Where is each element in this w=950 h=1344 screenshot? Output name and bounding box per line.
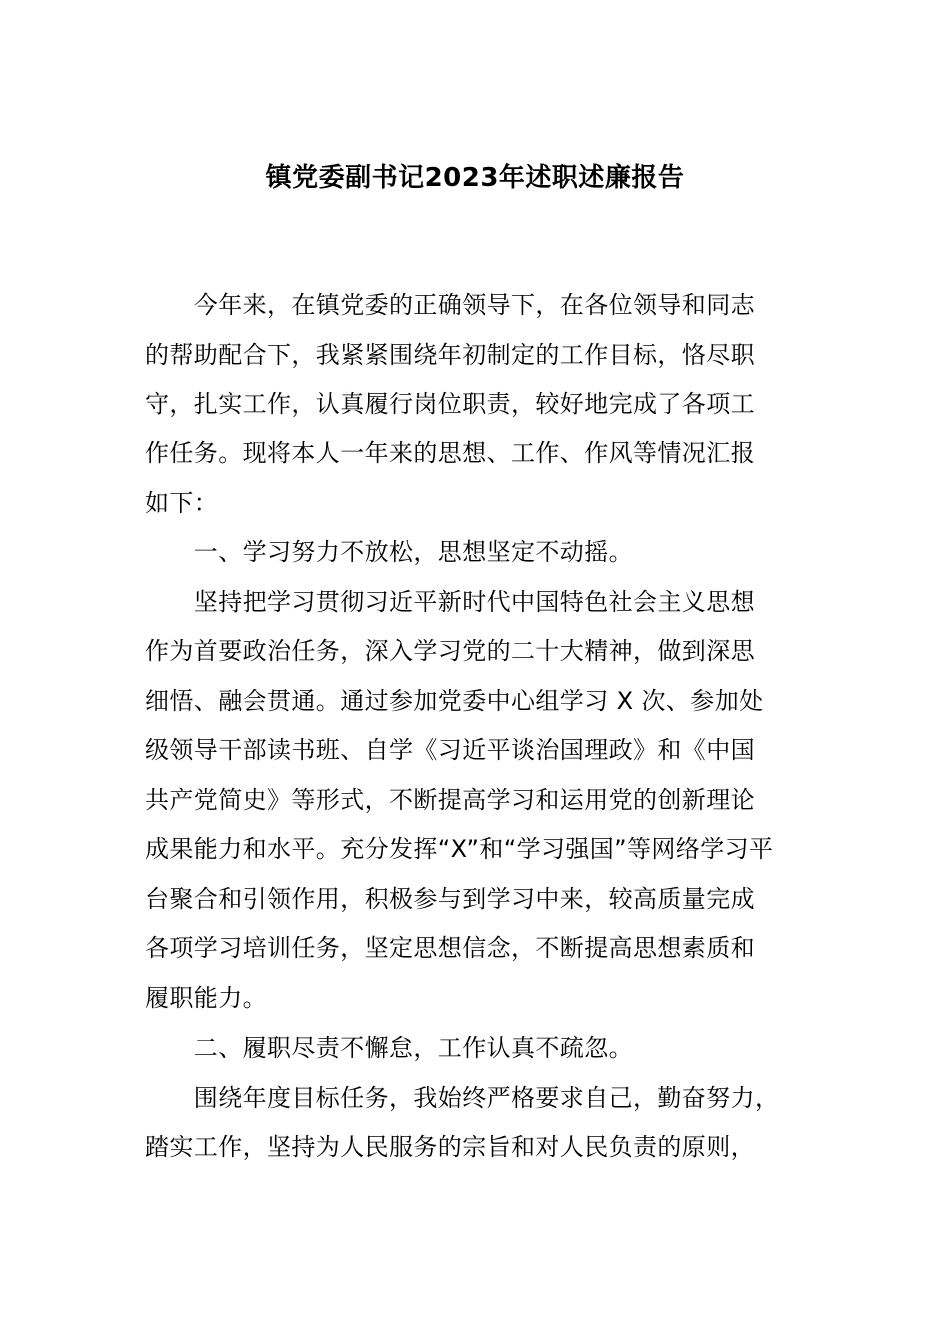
- body-line: 作任务。现将本人一年来的思想、工作、作风等情况汇报: [145, 439, 755, 467]
- body-line: 共产党简史》等形式，不断提高学习和运用党的创新理论: [145, 786, 755, 814]
- body-line: 成果能力和水平。充分发挥“X”和“学习强国”等网络学习平: [145, 835, 774, 863]
- document-title: 镇党委副书记2023年述职述廉报告: [265, 163, 685, 193]
- body-line: 围绕年度目标任务，我始终严格要求自己，勤奋努力，: [145, 1084, 780, 1112]
- body-line: 各项学习培训任务，坚定思想信念，不断提高思想素质和: [145, 934, 755, 962]
- body-line: 如下：: [145, 489, 219, 517]
- section-heading: 一、学习努力不放松，思想坚定不动摇。: [145, 538, 633, 566]
- body-line: 作为首要政治任务，深入学习党的二十大精神，做到深思: [145, 637, 755, 665]
- body-line: 履职能力。: [145, 984, 267, 1012]
- section-heading: 二、履职尽责不懈怠，工作认真不疏忽。: [145, 1034, 633, 1062]
- body-line: 级领导干部读书班、自学《习近平谈治国理政》和《中国: [145, 736, 755, 764]
- body-line: 踏实工作，坚持为人民服务的宗旨和对人民负责的原则，: [145, 1133, 755, 1161]
- body-line: 今年来，在镇党委的正确领导下，在各位领导和同志: [145, 291, 755, 319]
- body-line: 细悟、融会贯通。通过参加党委中心组学习 X 次、参加处: [145, 687, 764, 715]
- body-line: 守，扎实工作，认真履行岗位职责，较好地完成了各项工: [145, 390, 755, 418]
- body-line: 的帮助配合下，我紧紧围绕年初制定的工作目标，恪尽职: [145, 341, 755, 369]
- body-line: 坚持把学习贯彻习近平新时代中国特色社会主义思想: [145, 588, 755, 616]
- body-line: 台聚合和引领作用，积极参与到学习中来，较高质量完成: [145, 885, 755, 913]
